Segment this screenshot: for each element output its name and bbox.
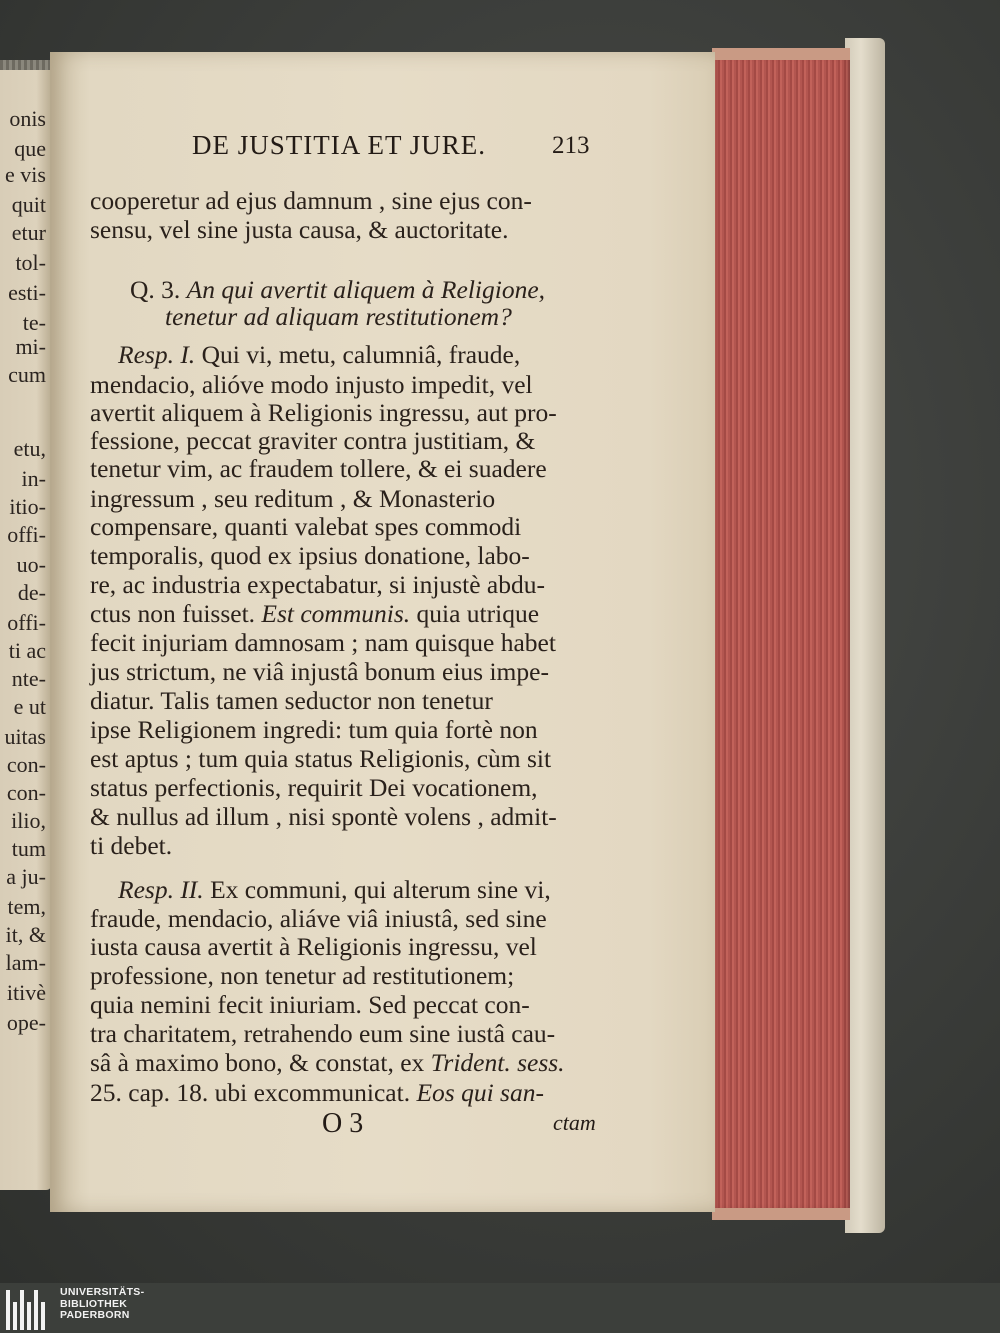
line-text: ctus non fuisset. (90, 599, 256, 628)
text-line (90, 773, 600, 803)
left-page-line: nte- (11, 666, 46, 691)
italic-phrase: Trident. sess. (424, 1048, 565, 1077)
text-line (130, 275, 600, 305)
left-page-line: itivè (6, 980, 46, 1005)
library-name-line-2: BIBLIOTHEK (60, 1297, 128, 1310)
line-text: quia nemini fecit iniuriam. Sed peccat con- (90, 990, 530, 1019)
line-text: fecit injuriam damnosam ; nam quisque habet (90, 628, 556, 657)
line-text: fraude, mendacio, aliáve viâ iniustâ, sed sine (90, 904, 547, 933)
left-page-line: tol- (15, 250, 46, 275)
text-line (90, 715, 600, 745)
line-text: status perfectionis, requirit Dei vocationem, (90, 773, 538, 802)
library-name (60, 1287, 144, 1322)
line-text: fessione, peccat graviter contra justitiam, & (90, 426, 536, 455)
left-page-line: e vis (5, 162, 46, 187)
left-page-line: e ut (13, 694, 46, 719)
text-line (90, 686, 600, 716)
text-line (90, 570, 600, 600)
left-page-line: ti ac (8, 638, 46, 663)
text-line (90, 186, 600, 216)
response-label: Resp. I. (118, 340, 202, 369)
left-page-line: con- (6, 752, 46, 777)
text-line (90, 1048, 600, 1078)
left-page-line: ilio, (11, 808, 46, 833)
line-text: Q. 3. (130, 275, 187, 304)
left-page-line: etur (11, 220, 46, 245)
line-text: sensu, vel sine justa causa, & auctoritate. (90, 215, 509, 244)
text-line (90, 370, 600, 400)
page-number: 213 (552, 132, 590, 159)
running-head: DE JUSTITIA ET JURE. (192, 130, 486, 160)
left-page-line: offi- (7, 610, 46, 635)
text-line (90, 657, 600, 687)
line-text: est aptus ; tum quia status Religionis, cùm sit (90, 744, 552, 773)
left-page-line: in- (21, 466, 46, 491)
text-line (118, 340, 600, 370)
signature-mark: O 3 (322, 1108, 364, 1139)
text-line (165, 302, 600, 332)
line-text: iusta causa avertit à Religionis ingressu, vel (90, 932, 537, 961)
text-line (90, 961, 600, 991)
text-line (90, 215, 600, 245)
text-line (90, 831, 600, 861)
text-line (90, 484, 600, 514)
line-text: mendacio, alióve modo injusto impedit, vel (90, 370, 533, 399)
left-page-line: cum (8, 362, 46, 387)
catchword: ctam (553, 1110, 596, 1135)
left-page-line: mi- (15, 334, 46, 359)
line-text: Qui vi, metu, calumniâ, fraude, (201, 340, 521, 369)
left-page-line: tem, (7, 894, 46, 919)
text-line (90, 599, 600, 629)
left-page-line: offi- (7, 522, 46, 547)
left-page-line: que (14, 136, 46, 161)
fore-edge-top (712, 48, 850, 60)
line-text: professione, non tenetur ad restitutionem; (90, 961, 515, 990)
fore-edge (712, 48, 850, 1218)
left-page-line: onis (9, 106, 46, 131)
text-line (90, 1019, 600, 1049)
text-line (90, 904, 600, 934)
text-line (90, 398, 600, 428)
text-line (90, 454, 600, 484)
line-text: Ex communi, qui alterum sine vi, (210, 875, 551, 904)
line-text: compensare, quanti valebat spes commodi (90, 512, 522, 541)
line-text: tra charitatem, retrahendo eum sine iustâ cau- (90, 1019, 556, 1048)
text-line (90, 932, 600, 962)
library-footer (0, 1283, 1000, 1333)
left-page-line: quit (11, 192, 46, 217)
left-page-line: uo- (16, 552, 46, 577)
line-text: temporalis, quod ex ipsius donatione, labo- (90, 541, 530, 570)
text-line (90, 744, 600, 774)
line-text: re, ac industria expectabatur, si injustè abdu- (90, 570, 545, 599)
left-page-line: de- (17, 580, 46, 605)
text-line (90, 426, 600, 456)
line-text: 25. cap. 18. ubi excommunicat. (90, 1078, 411, 1107)
left-page-line: tum (11, 836, 46, 861)
left-page-line: uitas (4, 724, 46, 749)
question-text: An qui avertit aliquem à Religione, (186, 275, 546, 304)
text-line (90, 541, 600, 571)
text-line (90, 802, 600, 832)
library-name-line-3: PADERBORN (60, 1309, 130, 1321)
library-name-line-1: UNIVERSITÄTS- (60, 1286, 145, 1298)
left-page (0, 70, 52, 1190)
response-label: Resp. II. (118, 875, 211, 904)
text-line (90, 628, 600, 658)
back-cover (845, 38, 885, 1233)
italic-phrase: Est communis. (255, 599, 411, 628)
left-page-line: it, & (5, 922, 46, 947)
line-text: diatur. Talis tamen seductor non tenetur (90, 686, 493, 715)
line-text-rest: quia utrique (410, 599, 540, 628)
line-text: cooperetur ad ejus damnum , sine ejus con- (90, 186, 532, 215)
line-text: ti debet. (90, 831, 173, 860)
line-text: jus strictum, ne viâ injustâ bonum eius impe- (90, 657, 549, 686)
left-page-line: ope- (6, 1010, 46, 1035)
left-page-line: esti- (8, 280, 46, 305)
text-line (90, 1078, 600, 1108)
left-page-line: con- (6, 780, 46, 805)
text-line (90, 990, 600, 1020)
left-page-line: a ju- (6, 864, 46, 889)
left-page-line: etu, (13, 436, 46, 461)
library-logo-icon (6, 1290, 45, 1330)
question-text: tenetur ad aliquam restitutionem? (165, 302, 512, 331)
line-text: & nullus ad illum , nisi spontè volens , admit- (90, 802, 557, 831)
line-text: ingressum , seu reditum , & Monasterio (90, 484, 496, 513)
text-line (118, 875, 600, 905)
italic-phrase: Eos qui san- (410, 1078, 544, 1107)
line-text: avertit aliquem à Religionis ingressu, aut pro- (90, 398, 557, 427)
fore-edge-bottom (712, 1208, 850, 1220)
text-line (90, 512, 600, 542)
left-page-line: lam- (5, 950, 46, 975)
left-page-line: itio- (9, 494, 46, 519)
left-page-line: te- (22, 310, 46, 335)
line-text: ipse Religionem ingredi: tum quia fortè non (90, 715, 538, 744)
line-text: sâ à maximo bono, & constat, ex (90, 1048, 425, 1077)
line-text: tenetur vim, ac fraudem tollere, & ei suadere (90, 454, 547, 483)
